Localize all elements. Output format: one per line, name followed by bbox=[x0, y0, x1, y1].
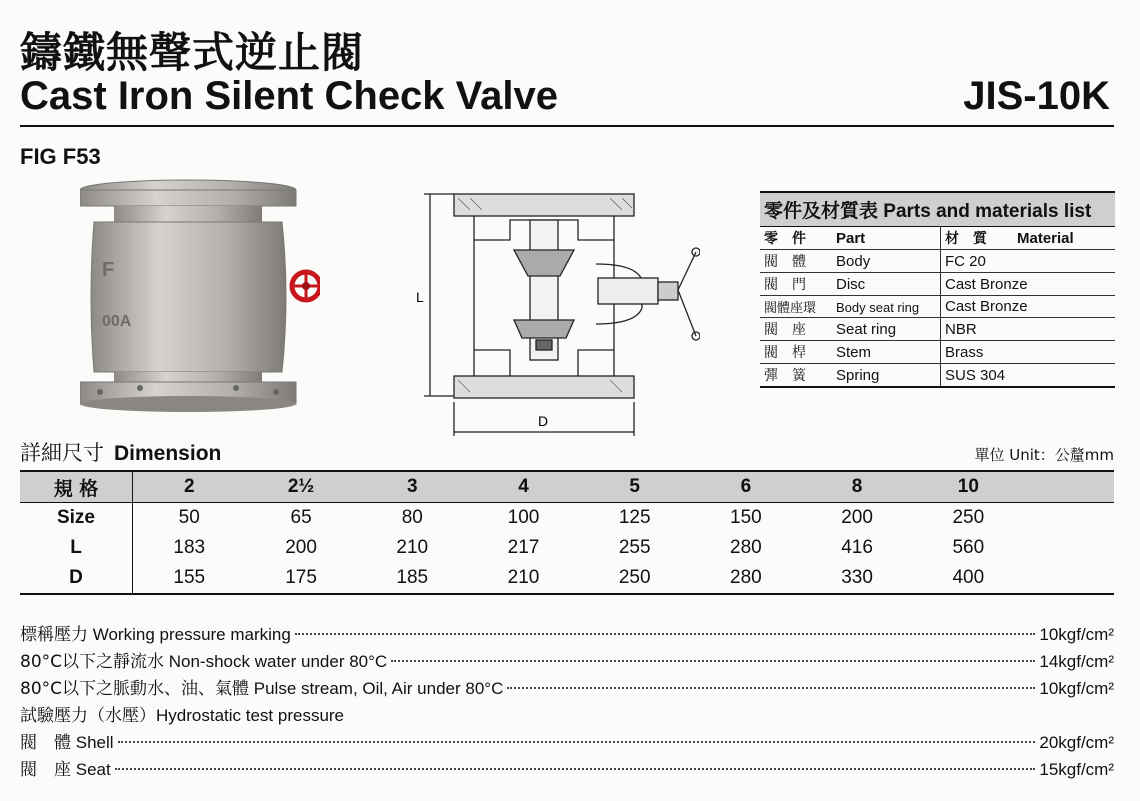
table-cell: 3 bbox=[357, 471, 468, 503]
table-cell: 250 bbox=[952, 507, 985, 528]
part-material: Cast Bronze bbox=[941, 273, 1116, 296]
table-cell: 280 bbox=[690, 563, 801, 594]
figure-label: FIG F53 bbox=[20, 144, 101, 169]
svg-text:00A: 00A bbox=[102, 313, 132, 330]
table-cell: 416 bbox=[841, 537, 873, 558]
table-row bbox=[760, 341, 1115, 364]
table-cell: 5 bbox=[579, 471, 690, 503]
part-name-en: Spring bbox=[836, 367, 880, 384]
part-material: Cast Bronze bbox=[941, 296, 1116, 318]
dimension-d-label: D bbox=[538, 413, 549, 429]
part-name-cn: 閥 門 bbox=[764, 277, 806, 293]
table-row bbox=[760, 318, 1115, 341]
table-cell: 8 bbox=[801, 471, 912, 503]
part-name-cn: 閥 座 bbox=[764, 322, 806, 338]
table-cell: 183 bbox=[173, 537, 206, 558]
part-material: FC 20 bbox=[941, 250, 1116, 273]
table-row bbox=[760, 250, 1115, 273]
spec-row bbox=[20, 755, 1114, 782]
table-cell: 65 bbox=[290, 507, 312, 528]
spec-label-cn: 80°C以下之脈動水、油、氣體 bbox=[20, 679, 250, 699]
spec-label-en: Pulse stream, Oil, Air under 80°C bbox=[253, 679, 504, 698]
spec-row bbox=[20, 620, 1114, 647]
table-cell: 2 bbox=[133, 471, 246, 503]
table-cell: 560 bbox=[952, 537, 985, 558]
table-cell: 200 bbox=[841, 507, 873, 528]
leader-dots bbox=[507, 687, 1035, 689]
spec-value: 10kgf/cm² bbox=[1039, 625, 1114, 644]
table-cell: 175 bbox=[245, 563, 356, 594]
leader-dots bbox=[391, 660, 1035, 662]
spec-label-en: Non-shock water under 80°C bbox=[168, 652, 388, 671]
dimension-l-label: L bbox=[416, 289, 424, 305]
spec-value: 20kgf/cm² bbox=[1039, 733, 1114, 752]
table-cell: 155 bbox=[133, 563, 246, 594]
material-header-cn: 材 質 bbox=[945, 231, 987, 247]
dimension-title bbox=[20, 437, 221, 467]
spec-value: 15kgf/cm² bbox=[1039, 760, 1114, 779]
part-name-cn: 閥體座環 bbox=[764, 301, 817, 316]
table-cell-empty bbox=[1024, 533, 1114, 563]
table-cell: 185 bbox=[357, 563, 468, 594]
row-label: D bbox=[20, 563, 133, 594]
spec-row bbox=[20, 701, 1114, 728]
leader-dots bbox=[115, 768, 1036, 770]
spec-label-en: Working pressure marking bbox=[92, 625, 291, 644]
cross-section-drawing bbox=[410, 180, 700, 440]
table-cell: 400 bbox=[913, 563, 1024, 594]
standard-label: JIS-10K bbox=[963, 74, 1110, 118]
table-cell: 4 bbox=[468, 471, 579, 503]
material-header-en: Material bbox=[1017, 230, 1074, 247]
part-name-cn: 閥 體 bbox=[764, 254, 806, 270]
table-cell: 2½ bbox=[245, 471, 356, 503]
table-cell-empty bbox=[1024, 563, 1114, 594]
parts-materials-table bbox=[760, 191, 1115, 388]
table-cell: 255 bbox=[618, 537, 651, 558]
spec-label-en: Shell bbox=[75, 733, 114, 752]
spec-label-cn: 標稱壓力 bbox=[20, 625, 88, 645]
leader-dots bbox=[295, 633, 1036, 635]
spec-label-en: Seat bbox=[75, 760, 111, 779]
unit-label: 單位 Unit：公釐mm bbox=[974, 446, 1114, 464]
table-cell: 6 bbox=[690, 471, 801, 503]
spec-label-cn: 80°C以下之靜流水 bbox=[20, 652, 165, 672]
table-row bbox=[20, 503, 1114, 534]
table-row bbox=[760, 296, 1115, 318]
parts-table-header bbox=[760, 227, 1115, 250]
table-cell: 10 bbox=[913, 471, 1024, 503]
spec-label-cn: 閥 座 bbox=[20, 760, 71, 780]
table-cell-empty bbox=[1024, 471, 1114, 503]
dimension-title-en: Dimension bbox=[114, 442, 222, 465]
table-cell: 150 bbox=[730, 507, 762, 528]
table-cell: 217 bbox=[507, 537, 540, 558]
bleed-through-text bbox=[720, 22, 760, 79]
table-cell: 125 bbox=[618, 507, 651, 528]
handwheel-icon bbox=[292, 272, 320, 300]
spec-row bbox=[20, 728, 1114, 755]
dimension-table bbox=[20, 470, 1114, 595]
valve-photo bbox=[80, 176, 320, 416]
table-row bbox=[760, 273, 1115, 296]
part-name-en: Disc bbox=[836, 276, 866, 293]
pressure-specs bbox=[20, 620, 1114, 782]
spec-label-cn: 試驗壓力（水壓） bbox=[20, 706, 156, 726]
row-label: 規 格 bbox=[20, 471, 133, 503]
table-cell: 210 bbox=[468, 563, 579, 594]
row-label: Size bbox=[20, 503, 133, 534]
part-name-en: Stem bbox=[836, 344, 872, 361]
spec-value: 10kgf/cm² bbox=[1039, 679, 1114, 698]
table-cell: 330 bbox=[801, 563, 912, 594]
part-header-cn: 零 件 bbox=[764, 231, 806, 247]
part-name-cn: 彈 簧 bbox=[764, 368, 806, 384]
spec-label-cn: 閥 體 bbox=[20, 733, 71, 753]
table-row bbox=[20, 533, 1114, 563]
table-cell-empty bbox=[1024, 503, 1114, 534]
table-cell: 80 bbox=[401, 507, 423, 528]
row-label: L bbox=[20, 533, 133, 563]
table-row bbox=[20, 471, 1114, 503]
part-material: Brass bbox=[941, 341, 1116, 364]
spec-row bbox=[20, 647, 1114, 674]
dimension-title-cn: 詳細尺寸 bbox=[20, 441, 104, 465]
part-name-cn: 閥 桿 bbox=[764, 345, 806, 361]
table-cell: 100 bbox=[507, 507, 540, 528]
page-title-chinese: 鑄鐵無聲式逆止閥 bbox=[20, 28, 365, 77]
leader-dots bbox=[118, 741, 1036, 743]
part-name-en: Seat ring bbox=[836, 321, 897, 338]
parts-table-title: 零件及材質表 Parts and materials list bbox=[760, 192, 1115, 227]
part-material: SUS 304 bbox=[941, 364, 1116, 388]
part-header-en: Part bbox=[836, 230, 866, 247]
part-material: NBR bbox=[941, 318, 1116, 341]
part-name-en: Body seat ring bbox=[836, 300, 920, 315]
table-cell: 250 bbox=[579, 563, 690, 594]
part-name-en: Body bbox=[836, 253, 871, 270]
page-title-english: Cast Iron Silent Check Valve bbox=[20, 74, 558, 118]
spec-label-en: Hydrostatic test pressure bbox=[156, 706, 345, 725]
table-cell: 200 bbox=[285, 537, 317, 558]
title-divider bbox=[20, 125, 1114, 127]
table-cell: 210 bbox=[396, 537, 429, 558]
table-cell: 280 bbox=[730, 537, 762, 558]
spec-row bbox=[20, 674, 1114, 701]
table-cell: 50 bbox=[178, 507, 200, 528]
table-row bbox=[760, 364, 1115, 388]
spec-value: 14kgf/cm² bbox=[1039, 652, 1114, 671]
svg-text:F: F bbox=[102, 259, 115, 281]
table-row bbox=[20, 563, 1114, 594]
